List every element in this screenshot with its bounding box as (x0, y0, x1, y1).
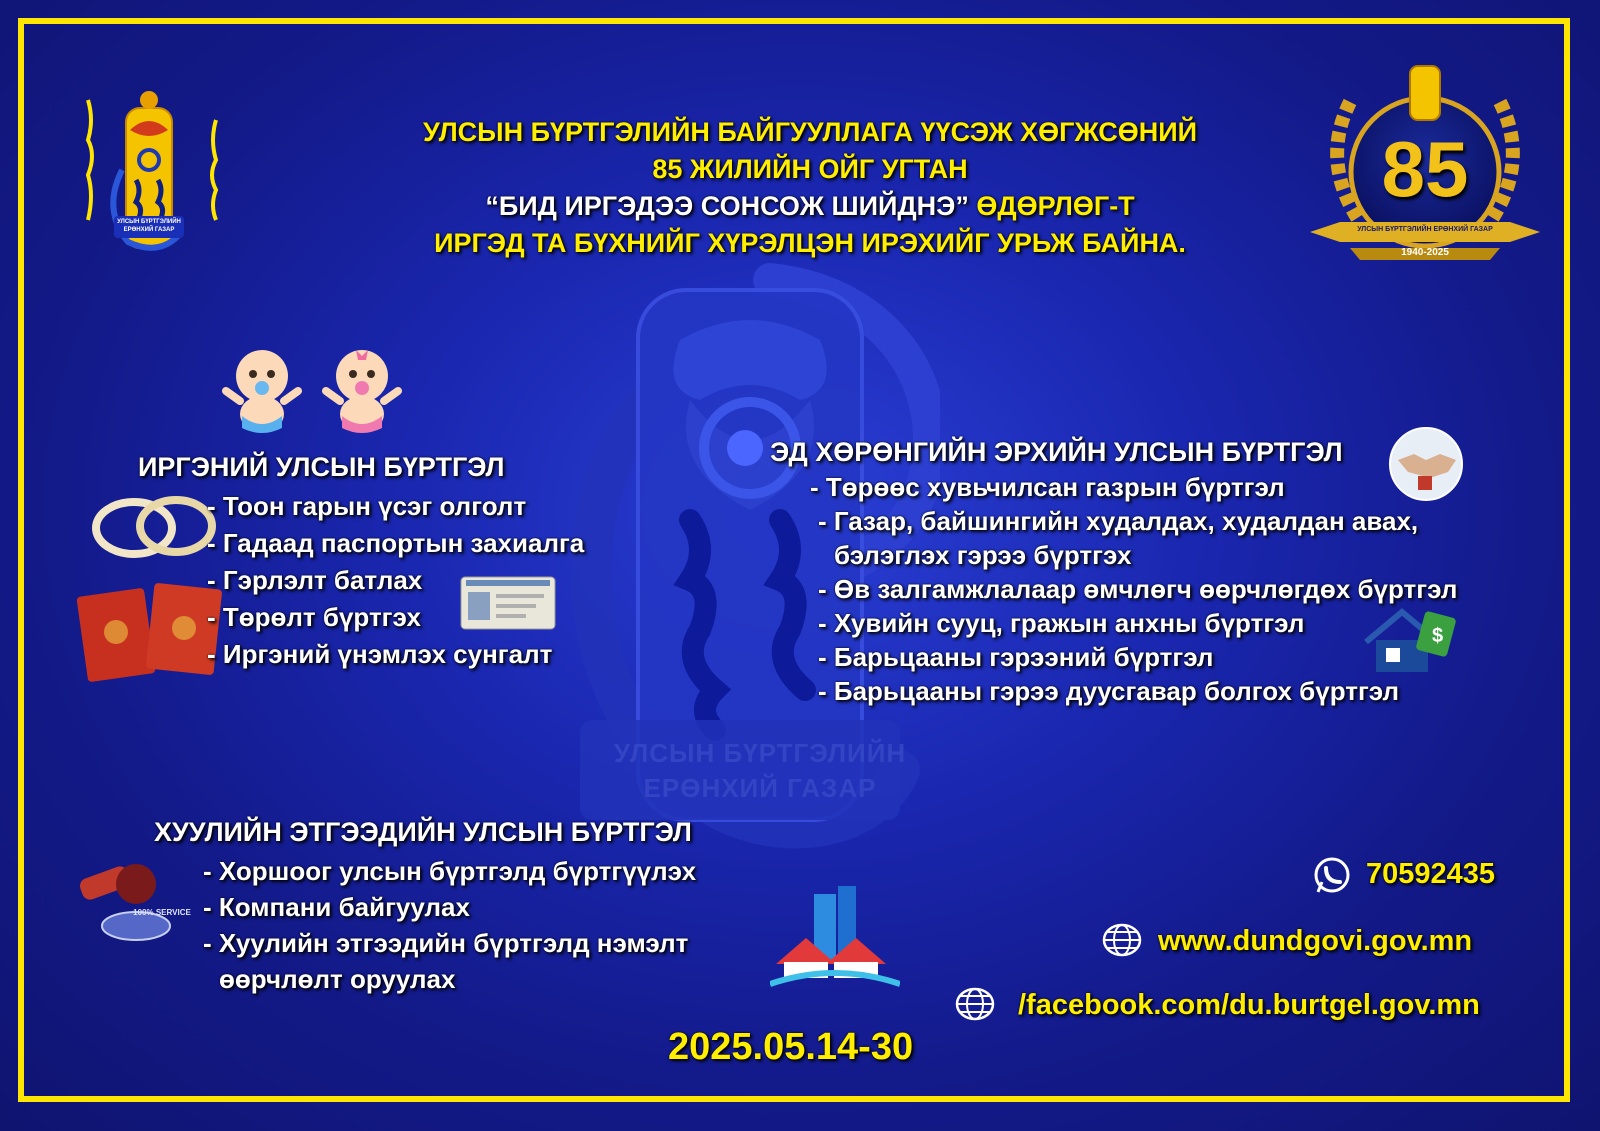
civil-item: - Төрөлт бүртгэх (207, 602, 421, 632)
left-logo (70, 80, 230, 260)
headline-line4: ИРГЭД ТА БҮХНИЙГ ХҮРЭЛЦЭН ИРЭХИЙГ УРЬЖ БАЙНА. (434, 228, 1186, 258)
phone-number[interactable]: 70592435 (1366, 858, 1496, 890)
legal-item: - Хоршоог улсын бүртгэлд бүртгүүлэх (203, 856, 697, 886)
civil-item: - Тоон гарын үсэг олголт (207, 491, 527, 521)
dollar-icon: $ (1432, 625, 1444, 647)
headline-line2: 85 ЖИЛИЙН ОЙГ УГТАН (652, 154, 968, 184)
watermark-line2: ЕРӨНХИЙ ГАЗАР (643, 773, 877, 803)
anniversary-years: 1940-2025 (1401, 247, 1449, 258)
property-item: бэлэглэх гэрээ бүртгэх (834, 540, 1132, 570)
legal-title: ХУУЛИЙН ЭТГЭЭДИЙН УЛСЫН БҮРТГЭЛ (154, 817, 692, 847)
legal-list (203, 853, 696, 997)
civil-title: ИРГЭНИЙ УЛСЫН БҮРТГЭЛ (138, 452, 505, 482)
watermark-line1: УЛСЫН БҮРТГЭЛИЙН (613, 738, 907, 768)
property-title: ЭД ХӨРӨНГИЙН ЭРХИЙН УЛСЫН БҮРТГЭЛ (770, 437, 1343, 467)
headline-line1: УЛСЫН БҮРТГЭЛИЙН БАЙГУУЛЛАГА ҮҮСЭЖ ХӨГЖСӨНИЙ (422, 117, 1198, 147)
property-item: - Өв залгамжлалаар өмчлөгч өөрчлөгдөх бүртгэл (818, 574, 1458, 604)
headline (330, 114, 1290, 262)
stamp-icon (72, 852, 172, 942)
headline-slogan: “БИД ИРГЭДЭЭ СОНСОЖ ШИЙДНЭ” (485, 191, 969, 221)
whatsapp-icon (1312, 856, 1352, 896)
anniversary-number: 85 (1381, 125, 1469, 213)
passport-icon (76, 582, 226, 682)
buildings-icon (770, 884, 900, 996)
legal-item: өөрчлөлт оруулах (219, 964, 456, 994)
globe-icon (1102, 922, 1142, 958)
anniversary-ribbon: УЛСЫН БҮРТГЭЛИЙН ЕРӨНХИЙ ГАЗАР (1357, 226, 1493, 233)
property-item: - Төрөөс хувьчилсан газрын бүртгэл (810, 472, 1285, 502)
property-item: - Хувийн сууц, гражын анхны бүртгэл (818, 608, 1305, 638)
civil-item: - Гэрлэлт батлах (207, 565, 423, 595)
left-logo-caption: УЛСЫН БҮРТГЭЛИЙН ЕРӨНХИЙ ГАЗАР (117, 219, 181, 233)
website-link[interactable]: www.dundgovi.gov.mn (1158, 925, 1473, 957)
legal-item: - Компани байгуулах (203, 892, 470, 922)
event-date: 2025.05.14-30 (668, 1026, 914, 1068)
wedding-rings-icon (90, 492, 220, 562)
headline-line3 (330, 188, 1290, 225)
property-item: - Барьцааны гэрээ дуусгавар болгох бүртгэл (818, 676, 1400, 706)
legal-item: - Хуулийн этгээдийн бүртгэлд нэмэлт (203, 928, 689, 958)
globe-icon (955, 986, 995, 1022)
headline-event: ӨДӨРЛӨГ-Т (976, 191, 1135, 221)
house-money-icon (1360, 606, 1456, 676)
property-item: - Барьцааны гэрээний бүртгэл (818, 642, 1214, 672)
facebook-link[interactable]: /facebook.com/du.burtgel.gov.mn (1018, 989, 1480, 1021)
baby-girl-icon (322, 346, 402, 436)
civil-list (207, 488, 584, 673)
baby-boy-icon (222, 346, 302, 436)
civil-item: - Иргэний үнэмлэх сунгалт (207, 639, 553, 669)
civil-item: - Гадаад паспортын захиалга (207, 528, 585, 558)
anniversary-emblem (1310, 62, 1540, 272)
stamp-text: 100% SERVICE (133, 908, 191, 917)
property-item: - Газар, байшингийн худалдах, худалдан авах, (818, 506, 1419, 536)
